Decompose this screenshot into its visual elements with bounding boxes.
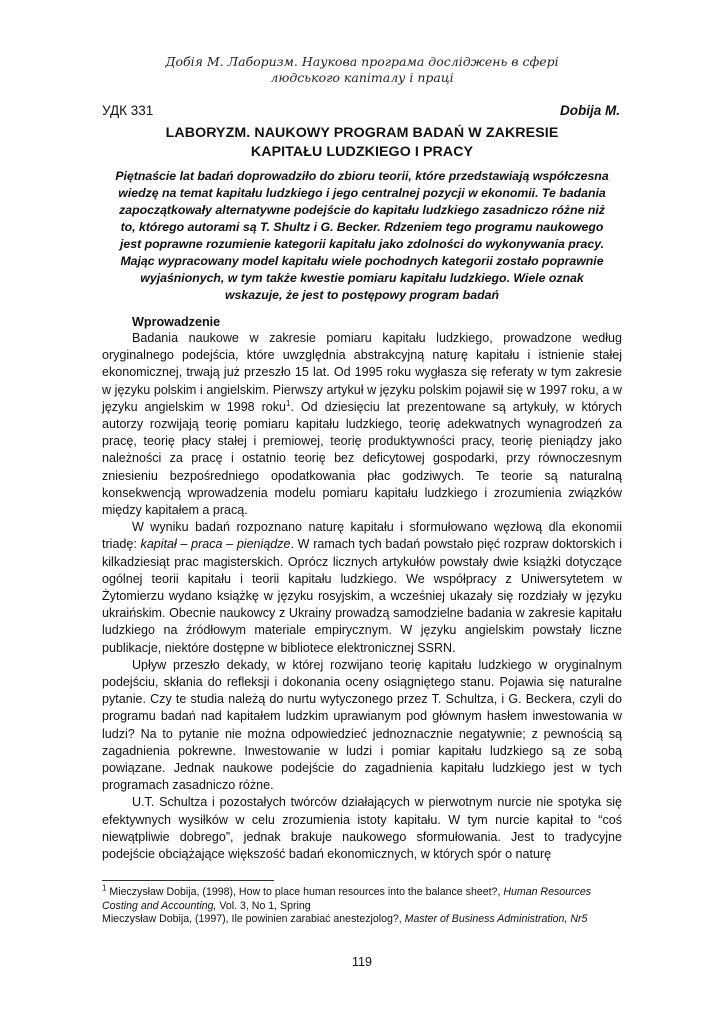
footnote-1 [102, 883, 622, 913]
footnotes [102, 883, 622, 927]
body-text [102, 330, 622, 863]
footnote-1-tail: Vol. 3, No 1, Spring [216, 899, 311, 912]
author-name: Dobija M. [560, 103, 620, 118]
footnote-2-journal: Master of Business Administration, Nr5 [404, 913, 588, 926]
article-title-line-2: KAPITAŁU LUDZKIEGO I PRACY [250, 144, 474, 160]
footnote-1-text: Mieczysław Dobija, (1998), How to place human resources into the balance sheet?, [106, 886, 504, 898]
paragraph-3: Upływ przeszło dekady, w której rozwijano teorię kapitału ludzkiego w oryginalnym podejściu, skłania do refleksji i dokonania oceny osiągniętego stanu. Pojawia się naturalne pytanie. Czy te studia należą do nurtu wytyczonego przez T. Schultza, i G. Beckera, czyli do programu badań nad kapitałem ludzkim uprawianym pod głównym hasłem inwestowania w ludzi? Na to pytanie nie można odpowiedzieć jednoznacznie negatywnie; z pewnością są zagadnienia pokrewne. Inwestowanie w ludzi i pomiar kapitału ludzkiego są ze sobą powiązane. Jednak naukowe podejście do zagadnienia kapitału ludzkiego jest w tych programach zasadniczo różne. [102, 657, 622, 793]
section-heading: Wprowadzenie [132, 315, 221, 329]
paragraph-2-text-a: W wyniku badań rozpoznano naturę kapitału i sformułowano węzłową dla ekonomii triadę: [102, 520, 622, 552]
abstract: Piętnaście lat badań doprowadziło do zbioru teorii, które przedstawiają współczesna wiedzę na temat kapitału ludzkiego i jego centralnej pozycji w ekonomii. Te badania zapoczątkowały alternatywne podejście do kapitału ludzkiego zasadniczo różne niż to, którego autorami są T. Shultz i G. Becker. Rdzeniem tego programu naukowego jest poprawne rozumienie kategorii kapitału jako zdolności do wykonywania pracy. Mając wypracowany model kapitału wiele pochodnych kategorii zostało poprawnie wyjaśnionych, w tym także kwestie pomiaru kapitału ludzkiego. Wiele oznak wskazuje, że jest to postępowy program badań [115, 169, 609, 302]
paragraph-1-text-b: . Od dziesięciu lat prezentowane są artykuły, w których autorzy rozwijają teorię pomiaru kapitału ludzkiego, teorię adekwatnych wynagrodzeń za pracę, teorię płacy stałej i premiowej, teorię produktywności pracy, teorię pieniądzy jako należności za pracę i ostatnio teorię bez deficytowej gospodarki, przy równoczesnym zniesieniu bezpośredniego opodatkowania płac godziwych. Te teorie są naturalną konsekwencją wprowadzenia modelu pomiaru kapitału ludzkiego i zrozumienia związków między kapitałem a pracą. [102, 399, 622, 518]
footnote-1-number: 1 [102, 883, 107, 893]
paragraph-2 [102, 519, 622, 657]
article-title-line-1: LABORYZM. NAUKOWY PROGRAM BADAŃ W ZAKRESIE [165, 125, 559, 141]
udk-code: УДК 331 [102, 103, 154, 118]
running-header [120, 54, 604, 86]
footnote-divider [102, 880, 274, 881]
footnote-reference-1: 1 [286, 398, 291, 408]
page-number: 119 [352, 955, 372, 969]
article-title [110, 124, 614, 162]
paragraph-2-triad: kapitał – praca – pieniądze [140, 537, 291, 552]
running-header-line-2: людського капіталу і праці [270, 70, 454, 85]
running-header-line-1: Добія М. Лаборизм. Наукова програма досліджень в сфері [165, 54, 559, 69]
footnote-2 [102, 913, 622, 927]
paragraph-2-text-b: . W ramach tych badań powstało pięć rozpraw doktorskich i kilkadziesiąt prac magisterskich. Oprócz licznych artykułów powstały dwie książki dotyczące ogólnej teorii kapitału i teorii kapitału ludzkiego. We współpracy z Uniwersytetem w Żytomierzu wydano książkę w języku rosyjskim, a wcześniej ukazały się rozdziały w języku ukraińskim. Obecnie naukowcy z Ukrainy prowadzą samodzielne badania w zakresie kapitału ludzkiego na źródłowym materiale empirycznym. W języku angielskim powstały liczne publikacje, niektóre dostępne w bibliotece elektronicznej SSRN. [102, 537, 622, 655]
paragraph-1 [102, 330, 622, 519]
footnote-2-text: Mieczysław Dobija, (1997), Ile powinien zarabiać anestezjolog?, [102, 913, 405, 926]
footnote-1-journal: Human Resources Costing and Accounting, [102, 886, 592, 912]
paragraph-4: U.T. Schultza i pozostałych twórców działających w pierwotnym nurcie nie spotyka się efektywnych wysiłków w celu zrozumienia istoty kapitału. W tym nurcie kapitał to “coś niewątpliwie dobrego”, jednak brakuje naukowego sformułowania. Jest to tradycyjne podejście obciążające większość badań ekonomicznych, w których spór o naturę [102, 795, 622, 862]
paragraph-1-text-a: Badania naukowe w zakresie pomiaru kapitału ludzkiego, prowadzone według oryginalnego podejścia, które uwzględnia abstrakcyjną naturę kapitału i istnienie stałej ekonomicznej, trwają już przeszło 15 lat. Od 1995 roku wygłasza się referaty w tym zakresie w języku polskim i angielskim. Pierwszy artykuł w języku polskim pojawił się w 1997 roku, a w języku angielskim w 1998 roku [102, 331, 622, 414]
